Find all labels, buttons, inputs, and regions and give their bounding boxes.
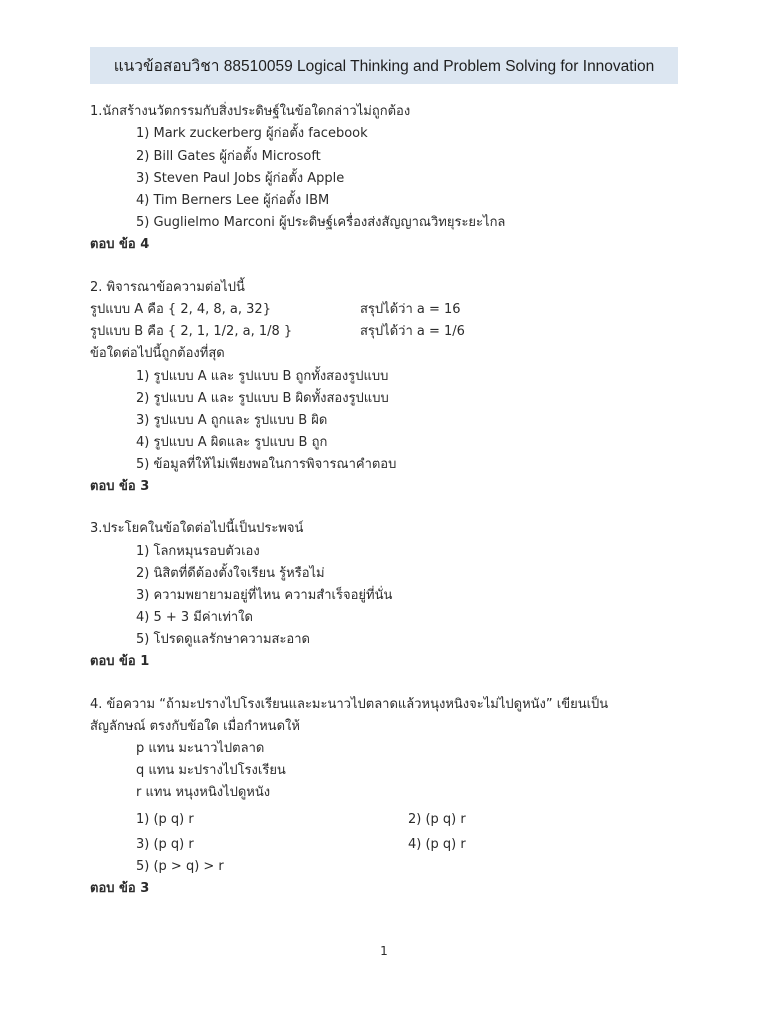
- question-3-option-1: 1) โลกหมุนรอบตัวเอง: [136, 544, 260, 559]
- question-4-answer: ตอบ ข้อ 3: [90, 881, 150, 896]
- question-2-answer: ตอบ ข้อ 3: [90, 479, 150, 494]
- question-1-option-1: 1) Mark zuckerberg ผู้ก่อตั้ง facebook: [136, 126, 368, 141]
- page-number: 1: [380, 944, 388, 958]
- document-title: แนวข้อสอบวิชา 88510059 Logical Thinking and Problem Solving for Innovation: [113, 58, 655, 75]
- question-4-option-4: 4) (p q) r: [408, 837, 466, 852]
- question-1-answer: ตอบ ข้อ 4: [90, 237, 150, 252]
- question-4-text-line-2: สัญลักษณ์ ตรงกับข้อใด เมื่อกำหนดให้: [90, 719, 300, 734]
- question-2-text: 2. พิจารณาข้อความต่อไปนี้: [90, 280, 245, 295]
- question-4-definition-q: q แทน มะปรางไปโรงเรียน: [136, 763, 286, 778]
- question-4-option-5: 5) (p > q) > r: [136, 859, 224, 874]
- question-3-option-5: 5) โปรดดูแลรักษาความสะอาด: [136, 632, 310, 647]
- question-2-pattern-b: รูปแบบ B คือ { 2, 1, 1/2, a, 1/8 }: [90, 324, 293, 339]
- question-1-option-4: 4) Tim Berners Lee ผู้ก่อตั้ง IBM: [136, 193, 330, 208]
- question-3-answer: ตอบ ข้อ 1: [90, 654, 150, 669]
- question-3-text: 3.ประโยคในข้อใดต่อไปนี้เป็นประพจน์: [90, 521, 304, 536]
- question-4-option-1: 1) (p q) r: [136, 812, 194, 827]
- question-2-option-4: 4) รูปแบบ A ผิดและ รูปแบบ B ถูก: [136, 435, 328, 450]
- question-3-option-3: 3) ความพยายามอยู่ที่ไหน ความสำเร็จอยู่ที่นั่น: [136, 588, 393, 603]
- question-3-option-4: 4) 5 + 3 มีค่าเท่าใด: [136, 610, 253, 625]
- question-2-option-5: 5) ข้อมูลที่ให้ไม่เพียงพอในการพิจารณาคำตอบ: [136, 457, 397, 472]
- question-3-option-2: 2) นิสิตที่ดีต้องตั้งใจเรียน รู้หรือไม่: [136, 566, 325, 581]
- question-1-option-3: 3) Steven Paul Jobs ผู้ก่อตั้ง Apple: [136, 171, 345, 186]
- question-2-conclusion-b: สรุปได้ว่า a = 1/6: [360, 324, 465, 339]
- question-4-option-2: 2) (p q) r: [408, 812, 466, 827]
- question-1-option-5: 5) Guglielmo Marconi ผู้ประดิษฐ์เครื่องส่งสัญญาณวิทยุระยะไกล: [136, 215, 506, 230]
- question-2-conclusion-a: สรุปได้ว่า a = 16: [360, 302, 461, 317]
- question-4-option-3: 3) (p q) r: [136, 837, 194, 852]
- document-title-bar: [90, 47, 678, 84]
- question-1-option-2: 2) Bill Gates ผู้ก่อตั้ง Microsoft: [136, 149, 321, 164]
- question-4-definition-r: r แทน หนุงหนิงไปดูหนัง: [136, 785, 271, 800]
- question-2-prompt: ข้อใดต่อไปนี้ถูกต้องที่สุด: [90, 346, 225, 361]
- question-4-definition-p: p แทน มะนาวไปตลาด: [136, 741, 265, 756]
- question-2-pattern-a: รูปแบบ A คือ { 2, 4, 8, a, 32}: [90, 302, 271, 317]
- question-2-option-2: 2) รูปแบบ A และ รูปแบบ B ผิดทั้งสองรูปแบบ: [136, 391, 389, 406]
- question-1-text: 1.นักสร้างนวัตกรรมกับสิ่งประดิษฐ์ในข้อใดกล่าวไม่ถูกต้อง: [90, 104, 411, 119]
- question-4-text-line-1: 4. ข้อความ “ถ้ามะปรางไปโรงเรียนและมะนาวไปตลาดแล้วหนุงหนิงจะไม่ไปดูหนัง” เขียนเป็น: [90, 697, 609, 712]
- question-2-option-3: 3) รูปแบบ A ถูกและ รูปแบบ B ผิด: [136, 413, 328, 428]
- question-2-option-1: 1) รูปแบบ A และ รูปแบบ B ถูกทั้งสองรูปแบบ: [136, 369, 389, 384]
